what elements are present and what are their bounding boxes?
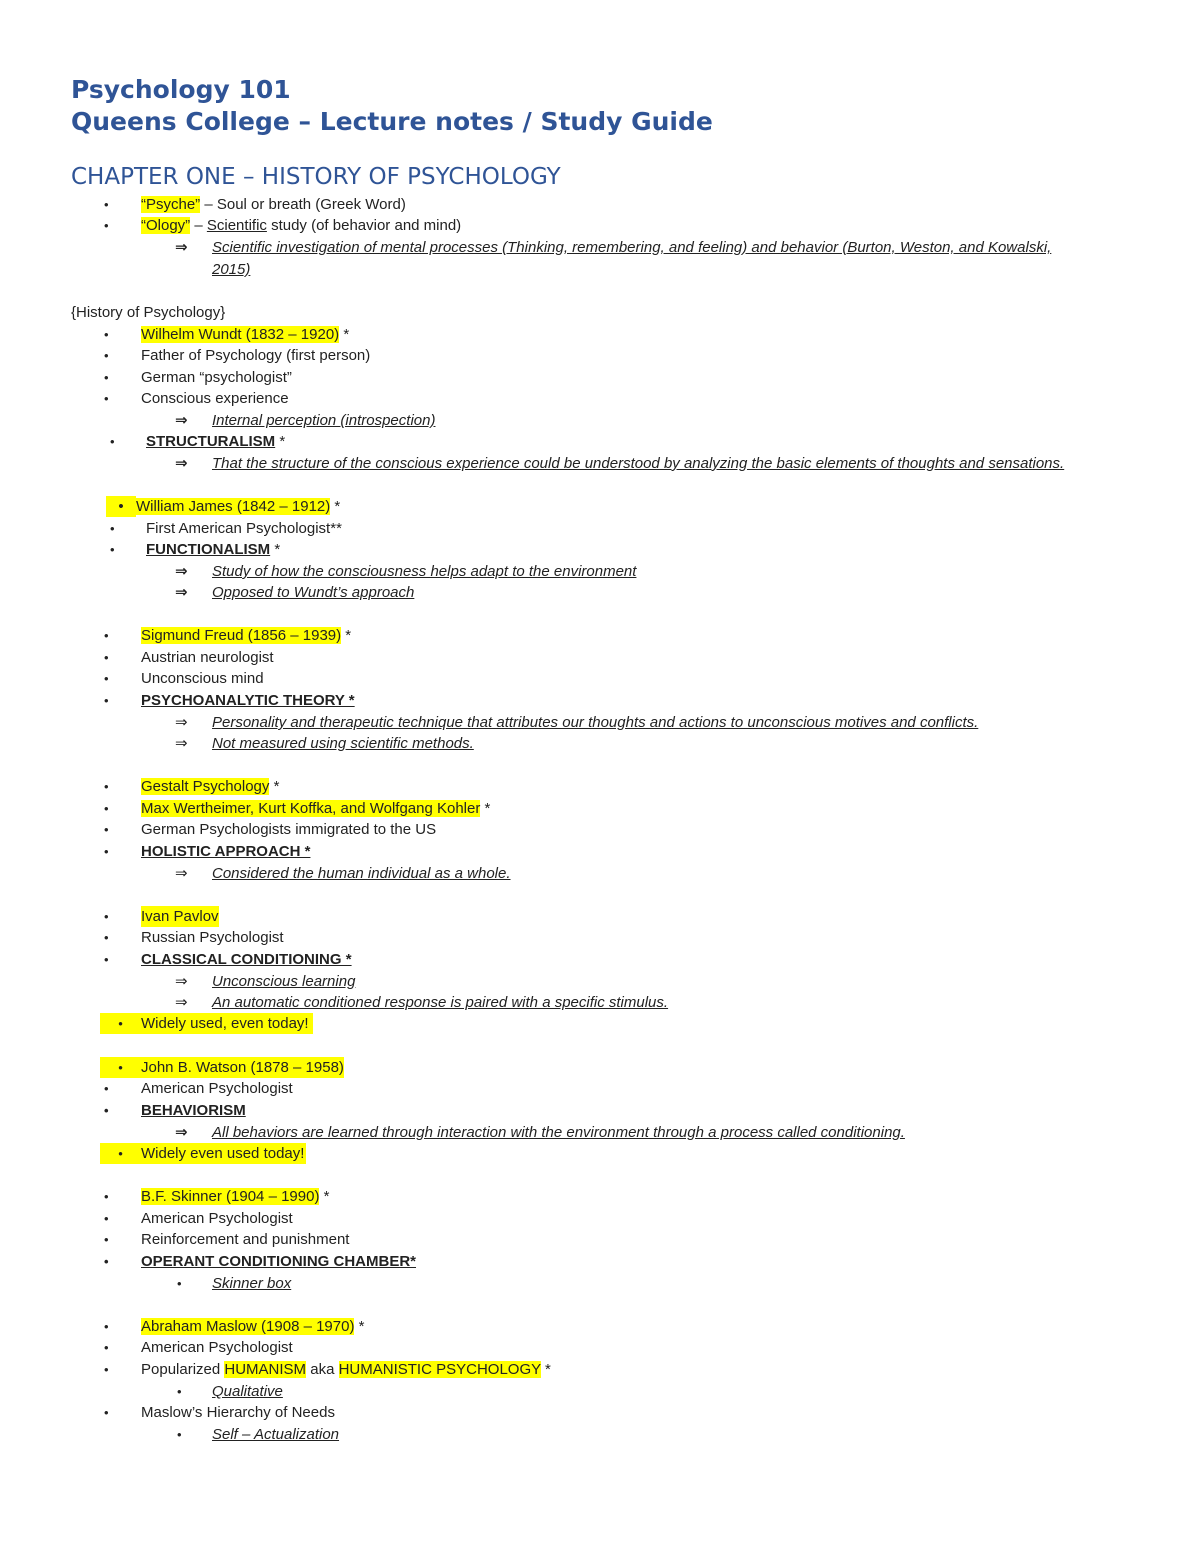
- term-ology: “Ology”: [141, 217, 191, 234]
- document-subtitle: Queens College – Lecture notes / Study Guide: [71, 107, 713, 136]
- arrow-icon: ⇒: [175, 412, 188, 429]
- person-name: • John B. Watson (1878 – 1958): [100, 1057, 344, 1078]
- bullet-icon: •: [118, 1060, 123, 1075]
- bullet-icon: •: [104, 1211, 109, 1226]
- person-name: Max Wertheimer, Kurt Koffka, and Wolfgang Kohler: [141, 800, 481, 817]
- arrow-icon: ⇒: [175, 584, 188, 601]
- bullet-icon: •: [104, 952, 109, 967]
- arrow-icon: ⇒: [175, 239, 188, 256]
- bullet-icon: •: [104, 1081, 109, 1096]
- bullet-icon: •: [104, 218, 109, 233]
- bullet-icon: •: [104, 822, 109, 837]
- bullet-icon: •: [104, 909, 109, 924]
- bullet-icon: •: [104, 671, 109, 686]
- arrow-icon: ⇒: [175, 735, 188, 752]
- school-name: PSYCHOANALYTIC THEORY *: [141, 692, 355, 709]
- person-name: B.F. Skinner (1904 – 1990): [141, 1188, 320, 1205]
- school-name: FUNCTIONALISM: [146, 541, 271, 558]
- bullet-icon: •: [104, 1362, 109, 1377]
- bullet-icon: •: [104, 1189, 109, 1204]
- bullet-icon: •: [104, 693, 109, 708]
- person-name: Gestalt Psychology: [141, 778, 270, 795]
- school-name: OPERANT CONDITIONING CHAMBER*: [141, 1253, 417, 1270]
- document-page: Psychology 101 Queens College – Lecture notes / Study Guide CHAPTER ONE – HISTORY OF PSYCHOLOGY • “Psyche” – Soul or breath (Greek Word) • “Ology” – Scientific study (of behavior and mind) ⇒ Scientific investigation of mental processes (Thinking, remembering, and feeling) and behavior (Burton, Weston, and Kowalski, 2015) {History of Psychology} • Wilhelm Wundt (1832 – 1920) * • Father of Psychology (first person) • German “psychologist” • Conscious experience ⇒ Internal perception (introspection) • STRUCTURALISM * ⇒ That the structure of the conscious experience could be understood by analyzing the basic elements of thoughts and sensations. • William James (1842 – 1912) * • First American Psychologist** • FUNCTIONALISM * ⇒ Study of how the consciousness helps adapt to the environment ⇒ Opposed to Wundt’s approach • Sigmund Freud (1856 – 1939) * • Austrian neurologist • Unconscious mind • PSYCHOANALYTIC THEORY * ⇒ Personality and therapeutic technique that attributes our thoughts and actions to unconscious motives and conflicts. ⇒ Not measured using scientific methods. • Gestalt Psychology * • Max Wertheimer, Kurt Koffka, and Wolfgang Kohler * • German Psychologists immigrated to the US • HOLISTIC APPROACH * ⇒ Considered the human individual as a whole. • Ivan Pavlov • Russian Psychologist • CLASSICAL CONDITIONING * ⇒ Unconscious learning ⇒ An automatic conditioned response is paired with a specific stimulus. • Widely used, even today! • John B. Watson (1878 – 1958) • American Psychologist • BEHAVIORISM ⇒ All behaviors are learned through interaction with the environment through a process called conditioning. • Widely even used today! • B.F. Skinner (1904 – 1990) * • American Psychologist • Reinforcement and punishment • OPERANT CONDITIONING CHAMBER* • Skinner box • Abraham Maslow (1908 – 1970) * • American Psychologist • Popularized HUMANISM aka HUMANISTIC PSYCHOLOGY * • Qualitative • Maslow’s Hierarchy of Needs • Self – Actualization: [71, 75, 1065, 1443]
- bullet-icon: •: [118, 1016, 123, 1031]
- school-name: CLASSICAL CONDITIONING *: [141, 951, 352, 968]
- bullet-icon: •: [110, 434, 115, 449]
- bullet-icon: •: [104, 1340, 109, 1355]
- arrow-icon: ⇒: [175, 994, 188, 1011]
- person-name: Ivan Pavlov: [141, 908, 219, 925]
- bullet-icon: •: [104, 1254, 109, 1269]
- bullet-icon: •: [104, 1103, 109, 1118]
- term-psyche-definition: – Soul or breath (Greek Word): [200, 196, 406, 213]
- bullet-icon: •: [104, 1319, 109, 1334]
- bullet-icon: •: [110, 521, 115, 536]
- bullet-icon: •: [104, 348, 109, 363]
- bullet-icon: •: [104, 844, 109, 859]
- arrow-icon: ⇒: [175, 714, 188, 731]
- bullet-icon: •: [104, 1232, 109, 1247]
- bullet-icon: •: [118, 1146, 123, 1161]
- term-scientific: Scientific: [206, 217, 267, 234]
- arrow-icon: ⇒: [175, 1124, 188, 1141]
- term-humanism: HUMANISM: [224, 1361, 307, 1378]
- bullet-icon: •: [177, 1384, 182, 1399]
- person-name: Wilhelm Wundt (1832 – 1920): [141, 326, 340, 343]
- person-name: Abraham Maslow (1908 – 1970): [141, 1318, 355, 1335]
- bullet-icon: •: [104, 779, 109, 794]
- bullet-icon: •: [110, 542, 115, 557]
- term-humanistic-psychology: HUMANISTIC PSYCHOLOGY: [338, 1361, 541, 1378]
- arrow-icon: ⇒: [175, 563, 188, 580]
- bullet-icon: •: [104, 197, 109, 212]
- bullet-icon: •: [106, 496, 136, 517]
- bullet-icon: •: [104, 391, 109, 406]
- bullet-icon: •: [104, 628, 109, 643]
- school-name: BEHAVIORISM: [141, 1102, 246, 1119]
- document-title: Psychology 101: [71, 75, 291, 104]
- term-psyche: “Psyche”: [141, 196, 201, 213]
- school-name: STRUCTURALISM: [146, 433, 276, 450]
- chapter-heading: CHAPTER ONE – HISTORY OF PSYCHOLOGY: [71, 164, 561, 190]
- bullet-icon: •: [104, 370, 109, 385]
- person-name: • William James (1842 – 1912): [106, 498, 330, 515]
- bullet-icon: •: [177, 1427, 182, 1442]
- bullet-icon: •: [104, 801, 109, 816]
- arrow-icon: ⇒: [175, 973, 188, 990]
- bullet-icon: •: [104, 650, 109, 665]
- school-name: HOLISTIC APPROACH *: [141, 843, 311, 860]
- arrow-icon: ⇒: [175, 865, 188, 882]
- bullet-icon: •: [177, 1276, 182, 1291]
- arrow-icon: ⇒: [175, 455, 188, 472]
- bullet-icon: •: [104, 327, 109, 342]
- person-name: Sigmund Freud (1856 – 1939): [141, 627, 342, 644]
- bullet-icon: •: [104, 930, 109, 945]
- bullet-icon: •: [104, 1405, 109, 1420]
